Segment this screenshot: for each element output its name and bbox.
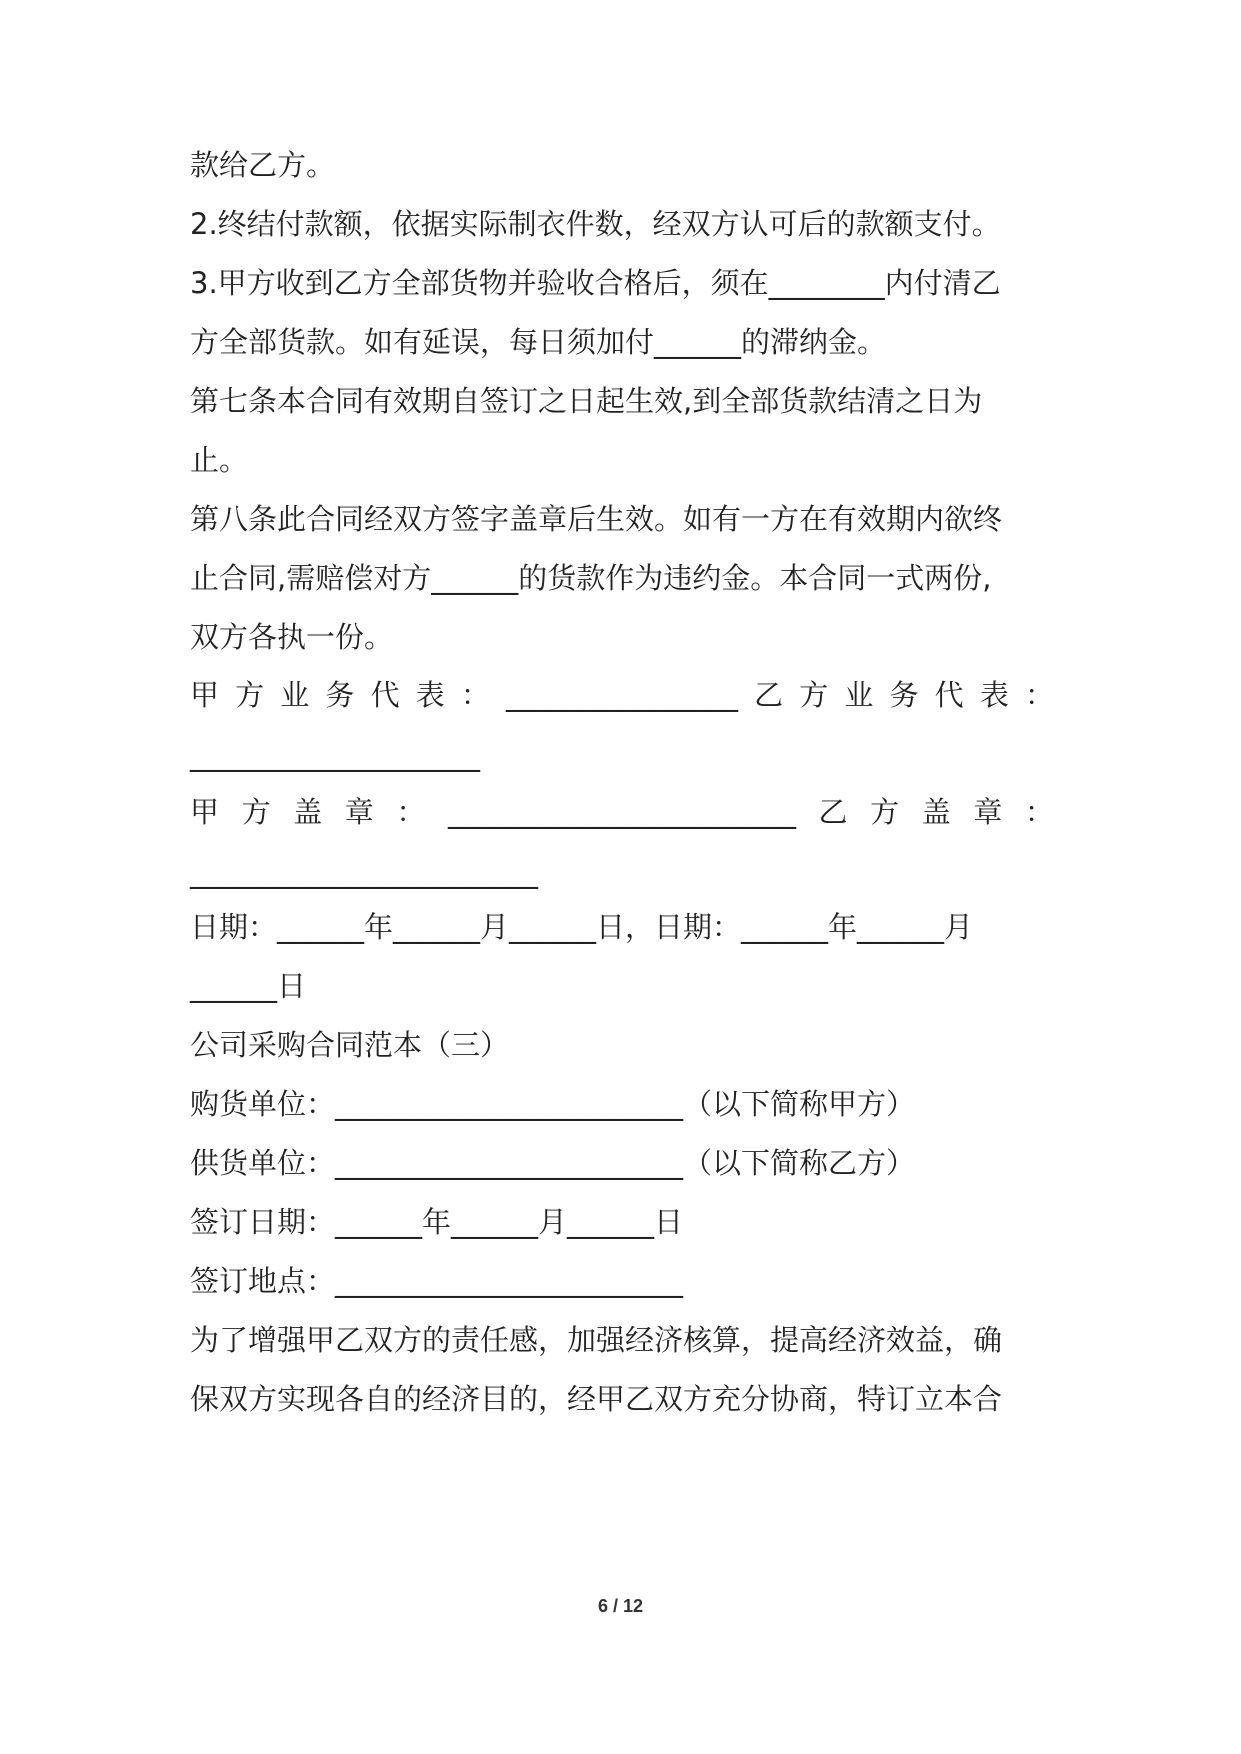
seal-char: 章 [973, 795, 1003, 829]
text-line: 止。 [190, 443, 249, 477]
rep-char: 务 [325, 678, 355, 712]
rep-blank: ________________ [505, 678, 738, 712]
text-line: 方全部货款。如有延误，每日须加付______的滞纳金。 [190, 325, 887, 359]
page-number: 6 / 12 [597, 1596, 644, 1616]
date-line: 日期：______年______月______日，日期：______年______月 [190, 910, 974, 944]
rep-char: 表 [979, 678, 1009, 712]
text-line: 2.终结付款额，依据实际制衣件数，经双方认可后的款额支付。 [190, 207, 1001, 241]
seal-char: 甲 [190, 795, 220, 829]
representative-row [190, 675, 1054, 715]
seal-char: 盖 [293, 795, 323, 829]
rep-char: ： [1024, 678, 1054, 712]
sign-place-line: 签订地点：________________________ [190, 1264, 684, 1298]
rep-char: 方 [799, 678, 829, 712]
seal-blank-line: ________________________ [190, 855, 538, 889]
text-line: 止合同,需赔偿对方______的货款作为违约金。本合同一式两份, [190, 561, 992, 595]
rep-char: 业 [844, 678, 874, 712]
text-line: 为了增强甲乙双方的责任感，加强经济核算，提高经济效益，确 [190, 1323, 1003, 1357]
seal-char: ： [1024, 795, 1054, 829]
text-line: 保双方实现各自的经济目的，经甲乙双方充分协商，特订立本合 [190, 1382, 1003, 1416]
text-line: 3.甲方收到乙方全部货物并验收合格后，须在________内付清乙 [190, 266, 1001, 300]
seal-char: ： [396, 795, 426, 829]
rep-blank-line: ____________________ [190, 738, 480, 772]
rep-char: 方 [235, 678, 265, 712]
rep-char: 表 [415, 678, 445, 712]
text-line: 双方各执一份。 [190, 620, 394, 654]
buyer-line: 购货单位：________________________（以下简称甲方） [190, 1087, 916, 1121]
seal-char: 盖 [921, 795, 951, 829]
rep-char: 代 [370, 678, 400, 712]
section-title: 公司采购合同范本（三） [190, 1028, 510, 1062]
seal-char: 乙 [818, 795, 848, 829]
rep-char: 代 [934, 678, 964, 712]
text-line: 第八条此合同经双方签字盖章后生效。如有一方在有效期内欲终 [190, 502, 1003, 536]
rep-char: ： [460, 678, 490, 712]
rep-char: 乙 [754, 678, 784, 712]
rep-char: 务 [889, 678, 919, 712]
supplier-line: 供货单位：________________________（以下简称乙方） [190, 1146, 916, 1180]
rep-char: 甲 [190, 678, 220, 712]
rep-char: 业 [280, 678, 310, 712]
seal-char: 方 [241, 795, 271, 829]
seal-char: 章 [344, 795, 374, 829]
text-line: 第七条本合同有效期自签订之日起生效,到全部货款结清之日为 [190, 384, 983, 418]
seal-row [190, 792, 1054, 832]
date-line: ______日 [190, 969, 307, 1003]
seal-blank: ________________________ [447, 795, 796, 829]
text-line: 款给乙方。 [190, 148, 336, 182]
sign-date-line: 签订日期：______年______月______日 [190, 1205, 684, 1239]
seal-char: 方 [870, 795, 900, 829]
